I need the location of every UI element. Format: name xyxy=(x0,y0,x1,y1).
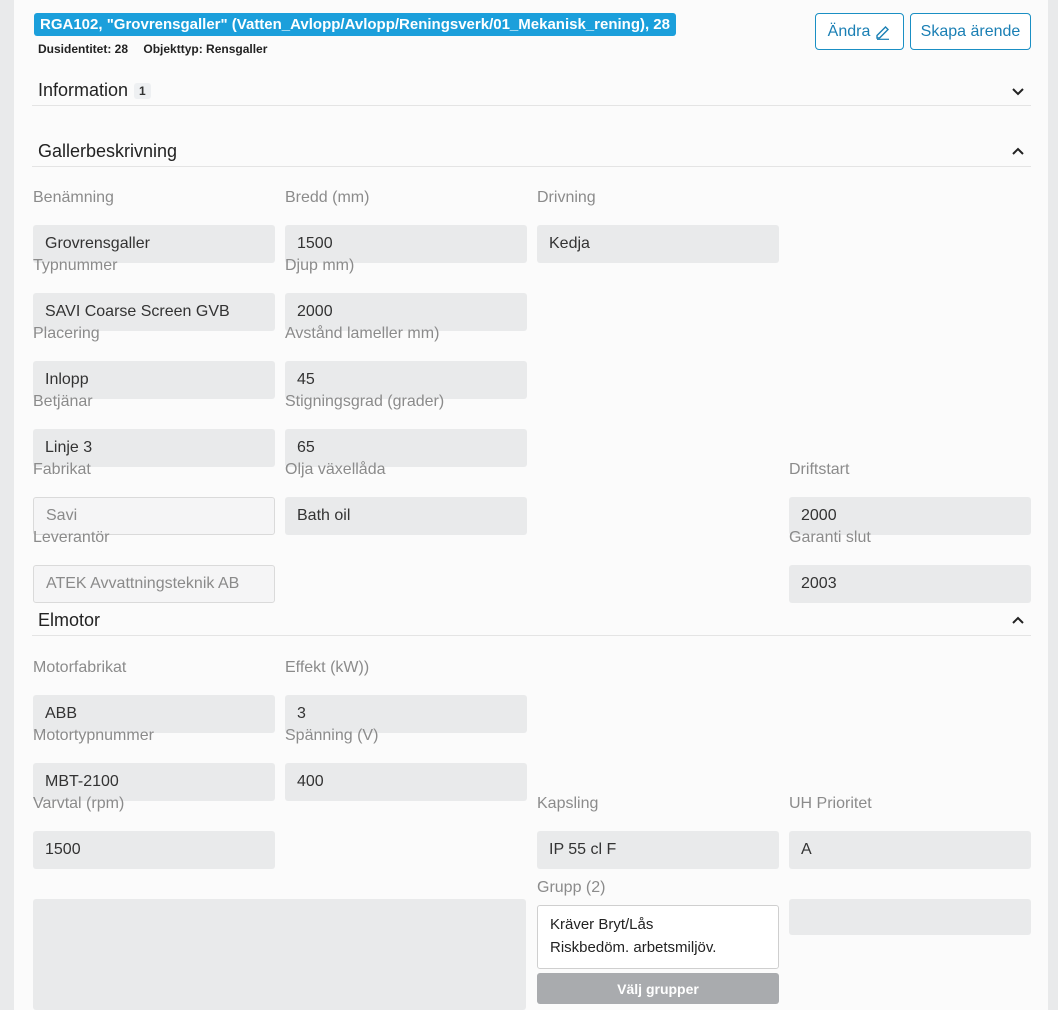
field-label: Placering xyxy=(33,325,100,342)
section-information[interactable] xyxy=(32,76,1031,106)
leverantor-input[interactable]: ATEK Avvattningsteknik AB xyxy=(33,565,275,603)
field-value: 1500 xyxy=(33,831,275,869)
field-betjanar xyxy=(33,391,275,467)
field-grupp xyxy=(537,877,779,899)
field-olja-vaxellada xyxy=(285,459,527,535)
field-value: Bath oil xyxy=(285,497,527,535)
section-elmotor-label: Elmotor xyxy=(38,610,101,630)
field-label: Betjänar xyxy=(33,393,93,410)
field-value: ABB xyxy=(33,695,275,733)
field-label: Avstånd lameller mm) xyxy=(285,325,440,342)
field-label: Fabrikat xyxy=(33,461,91,478)
field-value: 1500 xyxy=(285,225,527,263)
field-value: 65 xyxy=(285,429,527,467)
field-fabrikat xyxy=(33,459,275,535)
field-garanti-slut xyxy=(789,527,1031,603)
field-value: 2003 xyxy=(789,565,1031,603)
chevron-up-icon[interactable] xyxy=(1009,612,1027,630)
field-effekt xyxy=(285,657,527,733)
edit-button-label: Ändra xyxy=(827,22,871,40)
field-label: Garanti slut xyxy=(789,529,871,546)
field-value: 2000 xyxy=(789,497,1031,535)
field-benamning xyxy=(33,187,275,263)
field-label: Djup mm) xyxy=(285,257,355,274)
field-placering xyxy=(33,323,275,399)
field-value: 400 xyxy=(285,763,527,801)
field-bredd xyxy=(285,187,527,263)
field-varvtal xyxy=(33,793,275,869)
field-label: Motortypnummer xyxy=(33,727,154,744)
field-kapsling xyxy=(537,793,779,869)
field-motortypnummer xyxy=(33,725,275,801)
field-value: Grovrensgaller xyxy=(33,225,275,263)
field-value: 3 xyxy=(285,695,527,733)
section-gallerbeskrivning[interactable] xyxy=(32,137,1031,167)
field-leverantor xyxy=(33,527,275,603)
information-count-badge: 1 xyxy=(134,83,151,99)
dusidentitet-text: Dusidentitet: 28 xyxy=(38,42,129,56)
field-label: Kapsling xyxy=(537,795,599,812)
chevron-down-icon[interactable] xyxy=(1009,82,1027,100)
group-item: Riskbedöm. arbetsmiljöv. xyxy=(550,939,717,956)
chevron-up-icon[interactable] xyxy=(1009,143,1027,161)
field-value: A xyxy=(789,831,1031,869)
create-case-button[interactable]: Skapa ärende xyxy=(910,13,1031,50)
field-value: Linje 3 xyxy=(33,429,275,467)
field-label: Typnummer xyxy=(33,257,118,274)
section-gallerbeskrivning-label: Gallerbeskrivning xyxy=(38,141,178,161)
group-list xyxy=(537,905,779,969)
field-label: Grupp (2) xyxy=(537,879,606,896)
field-avstand-lameller xyxy=(285,323,527,399)
field-label: Olja växellåda xyxy=(285,461,386,478)
field-label: Leverantör xyxy=(33,529,110,546)
object-meta xyxy=(38,42,279,56)
field-value: Inlopp xyxy=(33,361,275,399)
field-drivning xyxy=(537,187,779,263)
field-typnummer xyxy=(33,255,275,331)
field-label: Stigningsgrad (grader) xyxy=(285,393,445,410)
field-value: 2000 xyxy=(285,293,527,331)
field-label: Motorfabrikat xyxy=(33,659,127,676)
objekttyp-text: Objekttyp: Rensgaller xyxy=(143,42,268,56)
fabrikat-input[interactable]: Savi xyxy=(33,497,275,535)
field-label: Effekt (kW)) xyxy=(285,659,370,676)
field-value: IP 55 cl F xyxy=(537,831,779,869)
field-value: MBT-2100 xyxy=(33,763,275,801)
field-label: Driftstart xyxy=(789,461,850,478)
notes-area xyxy=(33,899,526,1010)
field-value: SAVI Coarse Screen GVB xyxy=(33,293,275,331)
field-label: Benämning xyxy=(33,189,114,206)
field-label: Bredd (mm) xyxy=(285,189,370,206)
field-motorfabrikat xyxy=(33,657,275,733)
edit-button[interactable] xyxy=(815,13,904,50)
object-title: RGA102, "Grovrensgaller" (Vatten_Avlopp/Avlopp/Reningsverk/01_Mekanisk_rening), 28 xyxy=(34,13,676,36)
field-value: 45 xyxy=(285,361,527,399)
field-spanning xyxy=(285,725,527,801)
field-label: UH Prioritet xyxy=(789,795,872,812)
field-label: Varvtal (rpm) xyxy=(33,795,125,812)
field-label: Drivning xyxy=(537,189,596,206)
field-uh-prioritet xyxy=(789,793,1031,869)
field-stigningsgrad xyxy=(285,391,527,467)
pencil-icon xyxy=(875,24,891,40)
field-value: Kedja xyxy=(537,225,779,263)
group-item: Kräver Bryt/Lås xyxy=(550,916,654,933)
field-djup xyxy=(285,255,527,331)
section-information-label: Information xyxy=(38,80,129,100)
select-groups-button[interactable]: Välj grupper xyxy=(537,973,779,1004)
empty-field xyxy=(789,899,1031,935)
field-driftstart xyxy=(789,459,1031,535)
section-elmotor[interactable] xyxy=(32,606,1031,636)
field-label: Spänning (V) xyxy=(285,727,379,744)
